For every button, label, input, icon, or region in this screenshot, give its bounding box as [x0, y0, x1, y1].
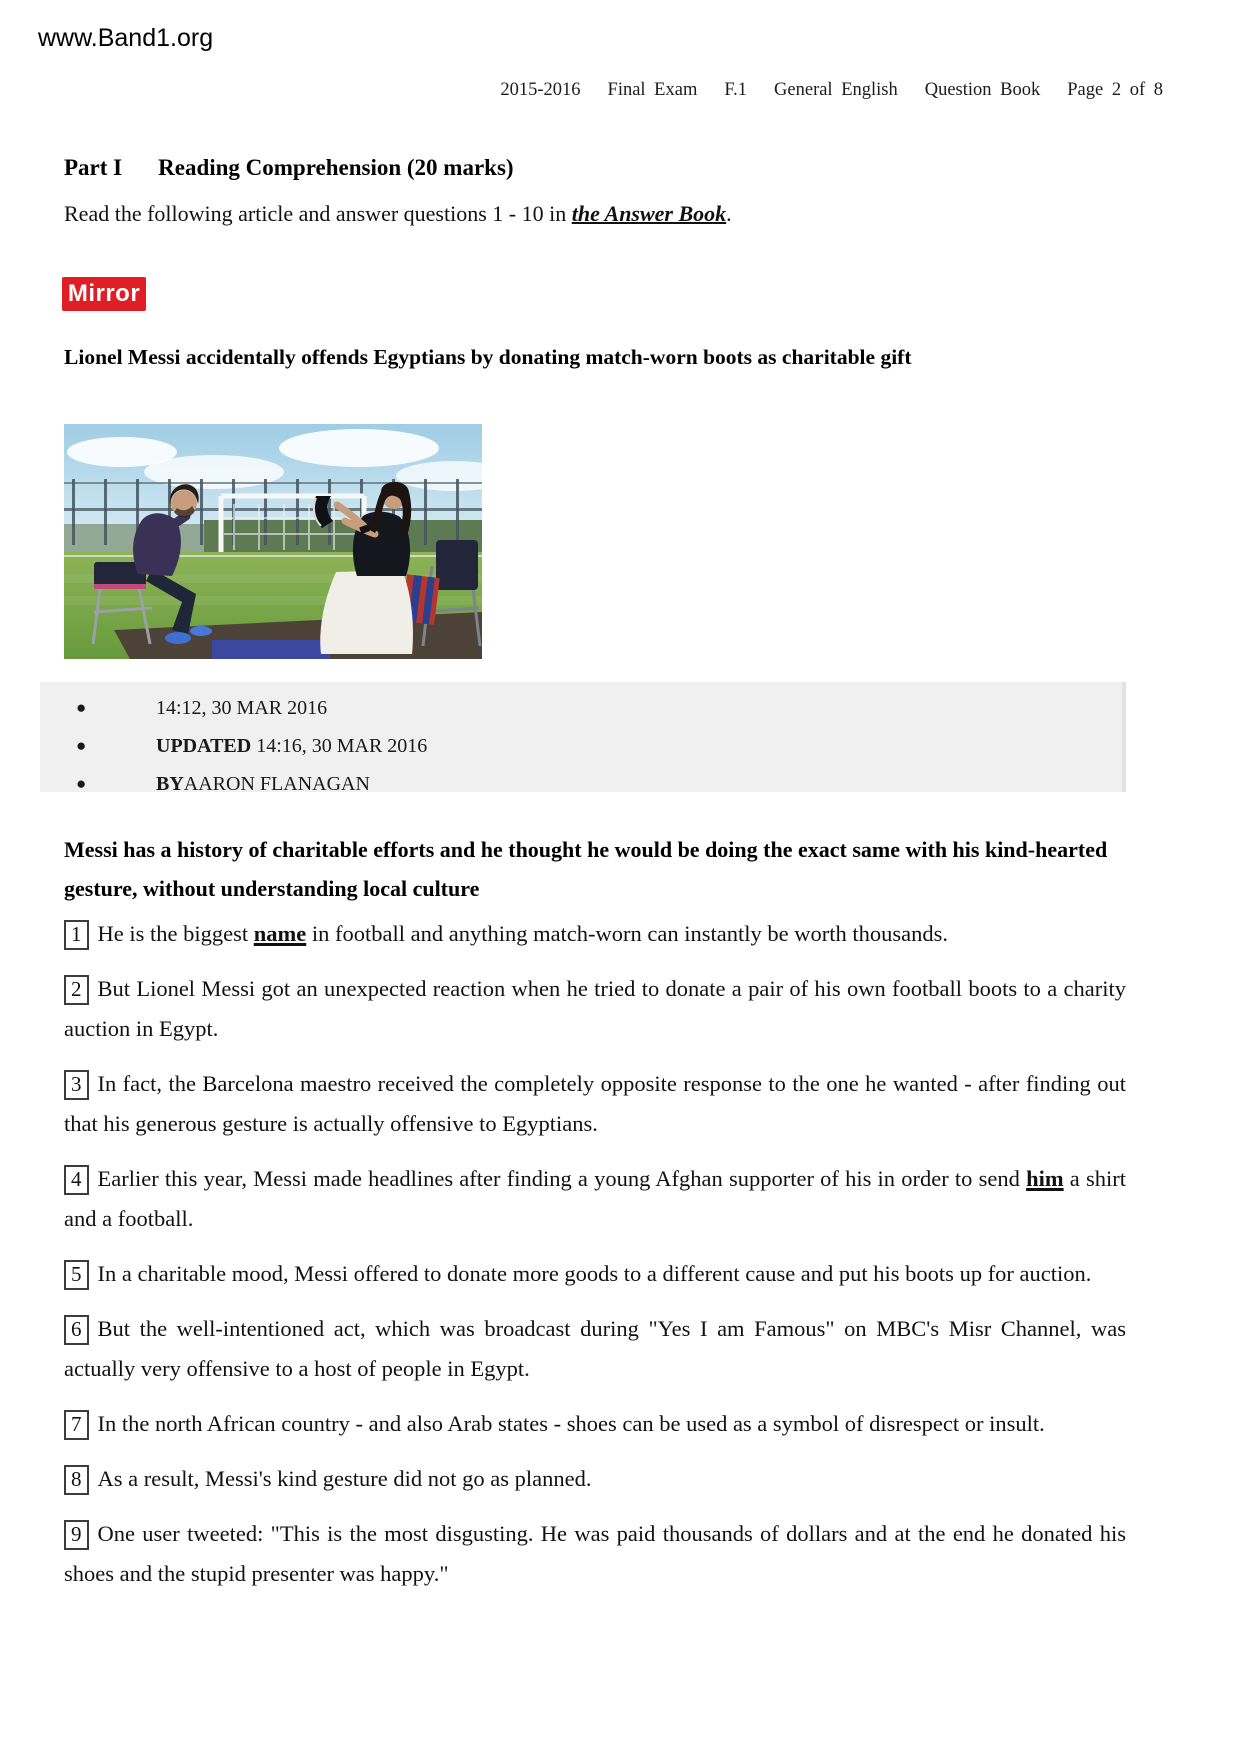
paragraph-text: in football and anything match-worn can instantly be worth thousands.	[306, 921, 948, 946]
header-subject: General English	[774, 80, 898, 100]
paragraph-number-box: 6	[64, 1315, 89, 1345]
meta-published-time	[156, 697, 327, 720]
header-exam-name: Final Exam	[607, 80, 698, 100]
paragraph-number-box: 7	[64, 1410, 89, 1440]
paragraph-text: In the north African country - and also Arab states - shoes can be used as a symbol of disrespect or insult.	[97, 1411, 1045, 1436]
meta-value: AARON FLANAGAN	[183, 772, 370, 795]
paragraph-text: a shirt and a football.	[64, 1166, 1126, 1231]
header-school-year: 2015-2016	[500, 80, 581, 100]
paragraph-6	[64, 1309, 1126, 1389]
paragraph-text: As a result, Messi's kind gesture did not go as planned.	[97, 1466, 592, 1491]
mirror-logo	[62, 277, 146, 311]
paragraph-2	[64, 969, 1126, 1049]
paragraph-number-box: 9	[64, 1520, 89, 1550]
page-header	[0, 80, 1163, 101]
bullet-icon: ●	[76, 774, 87, 793]
bullet-icon: ●	[76, 736, 87, 755]
paragraph-number-box: 5	[64, 1260, 89, 1290]
paragraph-9	[64, 1514, 1126, 1594]
article-meta-box	[40, 682, 1126, 795]
article-photo	[64, 424, 482, 659]
instruction-text: Read the following article and answer questions 1 - 10 in	[64, 201, 572, 226]
meta-label: BY	[156, 772, 184, 795]
paragraph-number-box: 2	[64, 975, 89, 1005]
paragraph-text: In fact, the Barcelona maestro received the completely opposite response to the one he wanted - after finding out that his generous gesture is actually offensive to Egyptians.	[64, 1071, 1126, 1136]
paragraph-7	[64, 1404, 1126, 1444]
paragraph-text: But the well-intentioned act, which was broadcast during "Yes I am Famous" on MBC's Misr Channel, was actually very offensive to a host of people in Egypt.	[64, 1316, 1126, 1381]
paragraph-text: One user tweeted: "This is the most disgusting. He was paid thousands of dollars and at the end he donated his shoes and the stupid presenter was happy."	[64, 1521, 1126, 1586]
answer-book-emphasis: the Answer Book	[571, 201, 727, 226]
paragraph-text: Earlier this year, Messi made headlines after finding a young Afghan supporter of his in order to send	[97, 1166, 1027, 1191]
paragraph-number-box: 1	[64, 920, 89, 950]
photo-illustration	[64, 424, 482, 659]
mirror-logo-text: Mirror	[67, 280, 141, 307]
meta-value: 14:12, 30 MAR 2016	[156, 696, 328, 719]
meta-value: 14:16, 30 MAR 2016	[251, 734, 428, 757]
part-heading-text: Reading Comprehension (20 marks)	[158, 155, 514, 180]
emphasized-word: name	[253, 921, 307, 946]
meta-row-updated	[40, 727, 1122, 765]
paragraph-4	[64, 1159, 1126, 1239]
bullet-icon: ●	[76, 698, 87, 717]
article-standfirst: Messi has a history of charitable efforts and he thought he would be doing the exact same with his kind-hearted gesture, without understanding local culture	[64, 837, 1108, 901]
instruction-line	[64, 201, 732, 227]
emphasized-word: him	[1026, 1166, 1064, 1191]
article-headline: Lionel Messi accidentally offends Egyptians by donating match-worn boots as charitable gift	[64, 345, 912, 369]
paragraph-text: In a charitable mood, Messi offered to donate more goods to a different cause and put his boots up for auction.	[97, 1261, 1092, 1286]
paragraph-text: He is the biggest	[97, 921, 254, 946]
paragraph-8	[64, 1459, 1126, 1499]
paragraph-1	[64, 914, 1126, 954]
paragraph-number-box: 4	[64, 1165, 89, 1195]
paragraph-text: But Lionel Messi got an unexpected reaction when he tried to donate a pair of his own football boots to a charity auction in Egypt.	[64, 976, 1126, 1041]
header-book-type: Question Book	[924, 80, 1041, 100]
part-label: Part I	[64, 155, 123, 180]
meta-row-published	[40, 689, 1122, 727]
meta-updated-time	[156, 735, 427, 758]
header-page-number: Page 2 of 8	[1067, 80, 1163, 100]
paragraph-5	[64, 1254, 1126, 1294]
paragraph-number-box: 8	[64, 1465, 89, 1495]
watermark-url: www.Band1.org	[38, 24, 214, 52]
meta-byline	[156, 773, 370, 796]
part-title	[64, 155, 514, 181]
header-form-level: F.1	[724, 80, 748, 100]
paragraph-number-box: 3	[64, 1070, 89, 1100]
meta-label: UPDATED	[156, 734, 252, 757]
paragraph-3	[64, 1064, 1126, 1144]
meta-row-byline	[40, 765, 1122, 803]
article-body	[64, 914, 1126, 1609]
instruction-period: .	[726, 201, 732, 226]
